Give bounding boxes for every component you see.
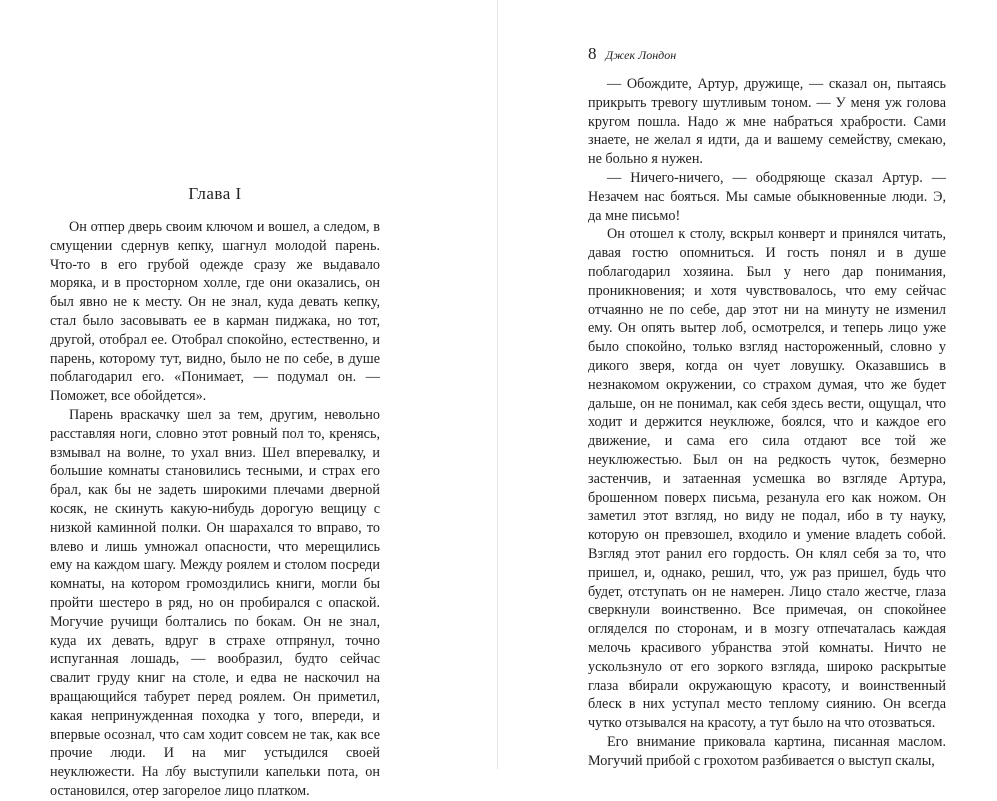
paragraph: Он отпер дверь своим ключом и вошел, а следом, в смущении сдернув кепку, шагнул молодой парень. Что-то в его грубой одежде сразу же выдавало моряка, и в просторном холле, где они оказались, он был явно не к месту. Он не знал, куда девать кепку, стал было засовывать ее в карман пиджака, но тот, другой, отобрал ее. Отобрал спокойно, естественно, и парень, которому тут, видно, было не по себе, в душе поблагодарил его. «Понимает, — подумал он. — Поможет, все обойдется». <box>50 219 380 405</box>
left-page-text <box>50 218 380 801</box>
paragraph: — Обождите, Артур, дружище, — сказал он, пытаясь прикрыть тревогу шутливым тоном. — У меня уж голова кругом пошла. Надо ж мне набраться храбрости. Сами знаете, не желал я идти, да и вашему семейству, смекаю, не больно я нужен. <box>588 76 946 168</box>
paragraph: Он отошел к столу, вскрыл конверт и принялся читать, давая гостю опомниться. И гость понял и в душе поблагодарил хозяина. Был у него дар понимания, проникновения; и хотя чувствовалось, что ему сейчас отчаянно не по себе, дар этот ни на минуту не изменил ему. Он опять вытер лоб, осмотрелся, и теперь лицо уже было спокойно, только взгляд настороженный, словно у дикого зверя, когда он чует ловушку. Оказавшись в незнакомом окружении, со страхом думая, что же будет дальше, он не понимал, как себя здесь вести, ощущал, что ходит и держится неуклюже, боялся, что и каждое его движение, и сама его сила отдают все той же неуклюжестью. Был он на редкость чуток, безмерно застенчив, и затаенная усмешка во взгляде Артура, брошенном поверх письма, резанула его как ножом. Он заметил этот взгляд, но виду не подал, ибо в ту науку, которую он превзошел, входило и умение владеть собой. Взгляд этот ранил его гордость. Он клял себя за то, что пришел, и, однако, решил, что, уж раз пришел, будь что будет, отступать он не намерен. Лицо стало жестче, глаза сверкнули воинственно. Все примечая, он спокойнее огляделся по сторонам, и в мозгу отпечаталась каждая мелочь красивого убранства этой комнаты. Ничто не ускользнуло от его зоркого взгляда, широко раскрытые глаза вбирали окружающую красоту, и воинственный блеск в них уступал место теплому сиянию. Он всегда чутко отзывался на красоту, а тут было на что отозваться. <box>588 226 946 732</box>
chapter-title: Глава I <box>188 184 242 203</box>
paragraph: Его внимание приковала картина, писанная маслом. Могучий прибой с грохотом разбивается о выступ скалы, <box>588 733 946 769</box>
paragraph: Парень враскачку шел за тем, другим, невольно расставляя ноги, словно этот ровный пол то, кренясь, взмывал на волне, то ухал вниз. Шел вперевалку, и большие комнаты становились тесными, и страх его брал, как бы не задеть широкими плечами дверной косяк, не скинуть какую-нибудь дорогую вещицу с низкой каминной полки. Он шарахался то вправо, то влево и лишь умножал опасности, что мерещились ему на каждом шагу. Между роялем и столом посреди комнаты, на котором громоздились книги, могли бы пройти шестеро в ряд, но он пробирался с опаской. Могучие ручищи болтались по бокам. Он не знал, куда их девать, вдруг в страхе отпрянул, точно испуганная лошадь, — вообразил, будто сейчас свалит груду книг на столе, и едва не наскочил на вращающийся табурет перед роялем. Он приметил, какая непринужденная походка у того, впереди, и впервые осознал, что сам ходит совсем не так, как все прочие люди. И на миг устыдился своей неуклюжести. На лбу выступили капельки пота, он остановился, отер загорелое лицо платком. <box>50 406 380 799</box>
left-page <box>0 0 498 799</box>
running-head <box>588 44 676 64</box>
paragraph: — Ничего-ничего, — ободряюще сказал Артур. — Незачем нас бояться. Мы самые обыкновенные люди. Э, да мне письмо! <box>588 169 946 224</box>
running-head-author: Джек Лондон <box>605 48 677 62</box>
page-number: 8 <box>588 44 597 63</box>
right-page-text <box>588 75 946 770</box>
